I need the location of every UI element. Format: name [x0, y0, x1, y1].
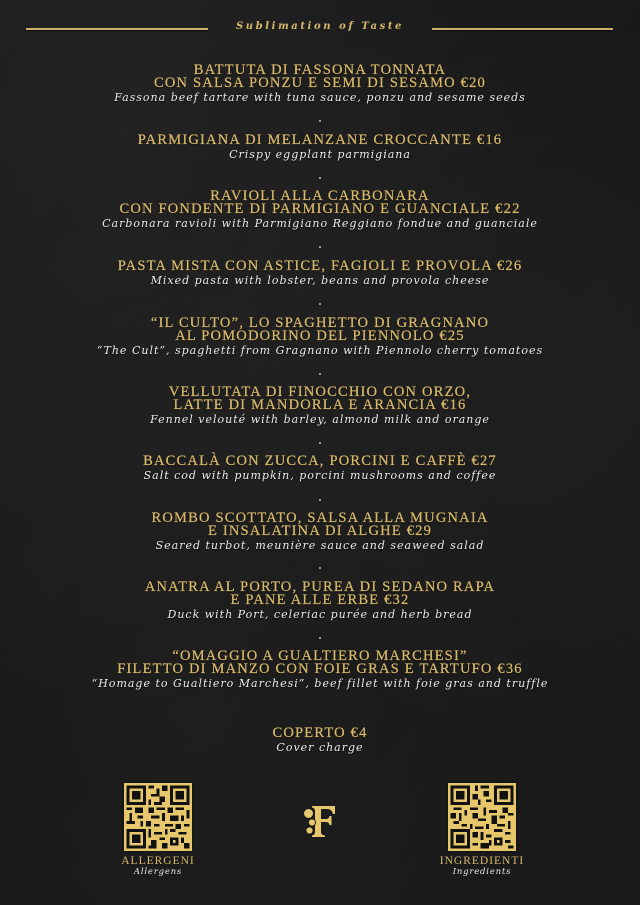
- allergens-label: ALLERGENI: [121, 855, 195, 867]
- separator-dot: [319, 303, 321, 305]
- separator-dot: [319, 499, 321, 501]
- dish-title-line: FILETTO DI MANZO CON FOIE GRAS E TARTUFO €36: [117, 661, 523, 677]
- menu-item: [0, 512, 640, 553]
- dish-title-line: E PANE ALLE ERBE €32: [230, 592, 410, 608]
- separator-dot: [319, 246, 321, 248]
- dish-title-line: CON SALSA PONZU E SEMI DI SESAMO €20: [153, 75, 487, 91]
- dish-description: “The Cult”, spaghetti from Gragnano with Piennolo cherry tomatoes: [96, 344, 544, 357]
- dish-description: Fassona beef tartare with tuna sauce, ponzu and sesame seeds: [114, 91, 526, 104]
- menu-item: [0, 134, 640, 162]
- dish-title-line: “OMAGGIO A GUALTIERO MARCHESI”: [172, 648, 468, 664]
- dish-title-line: CON FONDENTE DI PARMIGIANO E GUANCIALE €22: [119, 201, 521, 217]
- f-monogram-logo: [300, 800, 340, 840]
- dish-title-line: E INSALATINA DI ALGHE €29: [207, 523, 433, 539]
- menu-item: [0, 455, 640, 483]
- allergens-sublabel: Allergens: [133, 867, 183, 877]
- qr-pattern: [448, 783, 516, 851]
- ingredients-sublabel: Ingredients: [452, 867, 512, 877]
- allergens-qr-block[interactable]: [98, 783, 218, 878]
- dish-title-line: “IL CULTO”, LO SPAGHETTO DI GRAGNANO: [150, 315, 490, 331]
- dish-title-line: VELLUTATA DI FINOCCHIO CON ORZO,: [168, 384, 472, 400]
- header-divider-right: [432, 28, 613, 30]
- dish-description: Seared turbot, meunière sauce and seaweed salad: [155, 539, 485, 552]
- menu-item: [0, 650, 640, 691]
- header-tagline: Sublimation of Taste: [235, 21, 404, 32]
- cover-charge: [0, 727, 640, 755]
- separator-dot: [319, 177, 321, 179]
- header-divider-left: [26, 28, 208, 30]
- dish-description: Mixed pasta with lobster, beans and provola cheese: [150, 274, 490, 287]
- separator-dot: [319, 567, 321, 569]
- menu-header: [0, 20, 640, 38]
- dish-title-line: PASTA MISTA CON ASTICE, FAGIOLI E PROVOLA €26: [117, 258, 523, 274]
- qr-code-icon[interactable]: [124, 783, 192, 851]
- separator-dot: [319, 637, 321, 639]
- dish-description: “Homage to Gualtiero Marchesi”, beef fillet with foie gras and truffle: [91, 677, 549, 690]
- dish-title-line: BATTUTA DI FASSONA TONNATA: [193, 62, 447, 78]
- dish-title-line: PARMIGIANA DI MELANZANE CROCCANTE €16: [137, 132, 503, 148]
- separator-dot: [319, 442, 321, 444]
- ingredients-label: INGREDIENTI: [439, 855, 525, 867]
- dish-title-line: BACCALÀ CON ZUCCA, PORCINI E CAFFÈ €27: [143, 453, 497, 469]
- dish-description: Fennel velouté with barley, almond milk and orange: [150, 413, 490, 426]
- qr-pattern: [124, 783, 192, 851]
- menu-item: [0, 386, 640, 427]
- cover-charge-description: Cover charge: [276, 741, 364, 754]
- qr-code-icon[interactable]: [448, 783, 516, 851]
- dish-description: Duck with Port, celeriac purée and herb bread: [167, 608, 473, 621]
- dish-title-line: LATTE DI MANDORLA E ARANCIA €16: [173, 397, 467, 413]
- menu-item: [0, 317, 640, 358]
- menu-item: [0, 64, 640, 105]
- dish-description: Carbonara ravioli with Parmigiano Reggiano fondue and guanciale: [102, 217, 538, 230]
- dish-title-line: ANATRA AL PORTO, PUREA DI SEDANO RAPA: [144, 579, 496, 595]
- cover-charge-title: COPERTO €4: [272, 725, 368, 741]
- menu-item: [0, 260, 640, 288]
- dish-title-line: AL POMODORINO DEL PIENNOLO €25: [175, 328, 465, 344]
- menu-item: [0, 190, 640, 231]
- separator-dot: [319, 120, 321, 122]
- dish-description: Salt cod with pumpkin, porcini mushrooms and coffee: [143, 469, 497, 482]
- dish-description: Crispy eggplant parmigiana: [229, 148, 411, 161]
- menu-item: [0, 581, 640, 622]
- dish-title-line: ROMBO SCOTTATO, SALSA ALLA MUGNAIA: [151, 510, 489, 526]
- ingredients-qr-block[interactable]: [422, 783, 542, 878]
- separator-dot: [319, 373, 321, 375]
- dish-title-line: RAVIOLI ALLA CARBONARA: [210, 188, 430, 204]
